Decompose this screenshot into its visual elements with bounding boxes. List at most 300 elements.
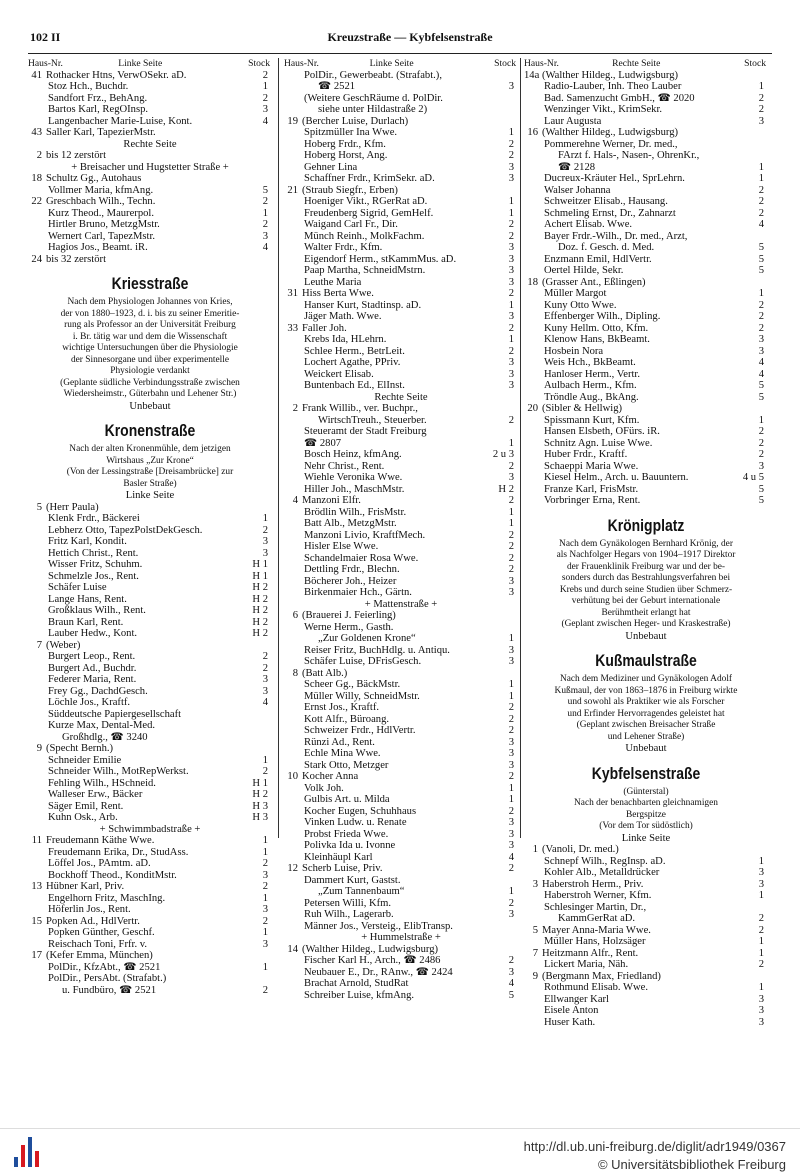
list-item [284,576,518,588]
note-line: und Erfinder Hervorragendes geleistet hat [567,708,725,719]
floor-number: 2 [262,858,268,869]
note-line: Unbebaut [625,630,667,642]
floor-number: 5 [758,380,764,391]
note-line: als Nachfolger Hegars von 1904–1917 Direktor [556,550,736,560]
list-item [284,426,518,438]
note-line: Nach der alten Kronenmühle, dem jetzigen [69,444,231,454]
list-item [524,484,768,496]
floor-number: 2 [758,437,764,449]
list-item [284,369,518,381]
resident-name: Braun Karl, Rent. [48,616,124,628]
resident-name: siehe unter Hildastraße 2) [318,104,428,115]
floor-number: 3 [508,380,514,391]
resident-name: Hiller Joh., MaschMstr. [304,483,405,495]
floor-number: 1 [262,961,268,973]
list-item [28,628,272,640]
resident-name: Kurze Max, Dental-Med. [48,720,156,731]
resident-name: Polivka Ida u. Ivonne [304,840,396,851]
list-item [524,890,768,902]
floor-number: 2 [262,524,268,536]
note-line: (Günterstal) [623,786,669,797]
floor-number: 1 [758,855,764,867]
house-number: 1 [532,844,538,855]
resident-name: Volk Joh. [304,782,344,794]
floor-number: H 2 [252,582,268,593]
list-item [28,582,272,594]
floor-number: 3 [758,1016,764,1028]
resident-name: Ellwanger Karl [544,993,610,1005]
resident-name: Ducreux-Kräuter Hel., SprLehrn. [544,173,685,184]
house-number: 41 [31,69,42,81]
floor-number: 3 [508,748,514,759]
floor-number: 2 [758,924,764,936]
floor-number: H 2 [252,616,268,628]
resident-name: Hisler Else Wwe. [304,541,379,552]
note-line: Linke Seite [621,832,671,844]
note-line: (Geplant zwischen Heger- und Kraskestraße) [561,619,731,629]
note-line: i. Br. tätig war und dem die Wissenschaft [72,331,228,342]
resident-name: Müller Margot [544,288,607,299]
resident-name: Bosch Heinz, kfmAng. [304,449,402,460]
list-item [28,870,272,882]
floor-number: 1 [758,161,764,173]
list-item [28,927,272,939]
floor-number: H 2 [252,605,268,616]
floor-number: 2 [262,984,268,996]
list-item [524,81,768,93]
floor-number: 4 [758,357,764,368]
resident-name: Schaffner Frdr., KrimSekr. aD. [304,173,435,184]
resident-name: Buntenbach Ed., ElInst. [304,380,405,391]
resident-name: Rünzi Ad., Rent. [304,736,375,748]
floor-number: 5 [758,495,764,506]
list-item [524,867,768,879]
floor-number: 1 [758,982,764,993]
list-item [28,173,272,185]
floor-number: 5 [758,265,764,276]
house-number: 15 [31,915,42,927]
floor-number: 2 [508,288,514,299]
resident-name: Spitzmüller Ina Wwe. [304,127,398,138]
resident-name: (Bergmann Max, Friedland) [542,970,661,982]
floor-number: 1 [508,679,514,690]
resident-name: WirtschTreuh., Steuerber. [318,414,427,426]
list-item [284,346,518,358]
floor-number: 4 [508,851,514,863]
resident-name: Schultz Gg., Autohaus [46,173,142,184]
column-header [524,58,768,70]
floor-number: 2 [758,207,764,219]
list-item [284,196,518,208]
resident-name: PolDir., KfzAbt., ☎ 2521 [48,961,161,973]
col-head-nr: Haus-Nr. [284,58,319,69]
house-number: 33 [287,322,298,334]
list-item [284,967,518,979]
floor-number: 3 [508,253,514,265]
floor-number: 1 [508,782,514,794]
list-item [28,219,272,231]
floor-number: 1 [262,846,268,858]
resident-name: Wernert Carl, TapezMstr. [48,230,156,242]
column-middle [284,58,518,1001]
resident-name: Fritz Karl, Kondit. [48,536,127,547]
resident-name: Pommerehne Werner, Dr. med., [544,138,678,150]
resident-name: „Zur Goldenen Krone“ [318,633,416,644]
floor-number: 1 [508,196,514,207]
house-number: 14a [524,69,540,81]
floor-number: 3 [508,81,514,92]
resident-name: Weis Hch., BkBeamt. [544,357,636,368]
floor-number: 3 [508,587,514,598]
resident-name: Gulbis Art. u. Milda [304,794,390,805]
resident-name: Fehling Wilh., HSchneid. [48,777,156,789]
note-line: Wiedersheimstr., Güterbahn und Lehener Str.) [63,389,237,399]
resident-name: Schäfer Luise [48,582,107,593]
col-head-side: Linke Seite [118,58,163,69]
resident-name: Brödlin Wilh., FrisMstr. [304,506,407,518]
list-item [28,881,272,893]
floor-number: 1 [508,633,514,644]
floor-number: 2 [758,426,764,437]
note-line: Physiologie verdankt [110,366,190,376]
list-item [284,714,518,726]
list-item [284,840,518,852]
resident-name: Böcherer Joh., Heizer [304,575,397,587]
resident-name: Scheer Gg., BäckMstr. [304,679,401,690]
house-number: 18 [527,276,538,288]
resident-name: Schweitzer Elisab., Hausang. [544,196,668,207]
note-line: + Mattenstraße + [364,598,438,610]
list-item [28,536,272,548]
list-item [28,904,272,916]
resident-name: Vorbringer Erna, Rent. [544,495,641,506]
list-item [284,93,518,105]
list-item [28,571,272,583]
resident-name: Rothacker Htns, VerwOSekr. aD. [46,69,187,81]
list-item [284,875,518,887]
resident-name: Müller Willy, SchneidMstr. [304,690,420,702]
note-line: + Breisacher und Hugstetter Straße + [71,161,229,173]
list-item [284,139,518,151]
floor-number: 2 [508,529,514,541]
resident-name: Bockhoff Theod., KonditMstr. [48,869,177,881]
resident-name: Wiehle Veronika Wwe. [304,472,403,483]
floor-number: 3 [508,311,514,322]
resident-name: Hanloser Herm., Vertr. [544,368,641,380]
list-item [284,300,518,312]
list-item [284,495,518,507]
list-item [284,737,518,749]
resident-name: Doz. f. Gesch. d. Med. [558,242,655,253]
resident-name: Saller Karl, TapezierMstr. [46,127,156,138]
list-item [284,978,518,990]
resident-name: Männer Jos., Versteig., ElibTransp. [304,920,453,932]
floor-number: 3 [508,242,514,253]
col-head-stock: Stock [494,58,516,69]
floor-number: 4 u 5 [742,472,764,483]
list-item [284,909,518,921]
floor-number: 3 [508,368,514,380]
floor-number: 2 [508,897,514,909]
house-number: 16 [527,127,538,138]
floor-number: 5 [758,483,764,495]
floor-number: 3 [508,656,514,667]
list-item [284,725,518,737]
resident-name: Walleser Erw., Bäcker [48,789,143,800]
list-item [284,357,518,369]
resident-name: Manzoni Elfr. [302,495,361,506]
resident-name: Bad. Samenzucht GmbH., ☎ 2020 [544,92,695,104]
floor-number: 1 [508,437,514,449]
list-item [284,415,518,427]
floor-number: 2 [758,959,764,970]
page-title: Kreuzstraße — Kybfelsenstraße [327,30,493,44]
list-item [28,640,272,652]
list-item [28,525,272,537]
list-item [524,392,768,404]
resident-name: Schlesinger Martin, Dr., [544,901,647,913]
resident-name: PolDir., PersAbt. (Strafabt.) [48,973,167,984]
resident-name: Schreiber Luise, kfmAng. [304,989,415,1001]
list-item [28,559,272,571]
list-item [284,507,518,519]
floor-number: 4 [508,978,514,989]
resident-name: Bayer Frdr.-Wilh., Dr. med., Arzt, [544,230,688,242]
floor-number: 2 [508,495,514,506]
floor-number: 1 [508,127,514,138]
floor-number: 4 [262,697,268,708]
list-item [28,185,272,197]
note-line: Nach dem Mediziner und Gynäkologen Adolf [559,674,733,684]
note-line: Nach der benachbarten gleichnamigen [574,798,718,808]
resident-name: Frey Gg., DachdGesch. [48,685,148,697]
floor-number: 3 [262,674,268,685]
floor-number: 3 [508,265,514,276]
list-item [284,679,518,691]
resident-name: Steueramt der Stadt Freiburg [304,426,427,437]
resident-name: (Walther Hildeg., Ludwigsburg) [542,127,679,138]
list-item [284,334,518,346]
floor-number: 2 [508,460,514,472]
floor-number: 3 [508,472,514,483]
list-item [28,116,272,128]
resident-name: Hoberg Frdr., Kfm. [304,138,386,150]
list-item [28,939,272,951]
list-item [284,702,518,714]
resident-name: Werne Herm., Gasth. [304,621,394,633]
resident-name: Spissmann Kurt, Kfm. [544,414,640,426]
floor-number: 2 [508,725,514,736]
floor-number: 1 [508,794,514,805]
list-item [524,231,768,243]
house-number: 13 [31,881,42,892]
resident-name: Höferlin Jos., Rent. [48,904,131,915]
column-divider [278,58,279,838]
floor-number: 1 [508,886,514,897]
list-item [28,847,272,859]
list-item [524,1017,768,1029]
list-item [524,150,768,162]
resident-name: Wenzinger Vikt., KrimSekr. [544,104,663,115]
resident-name: Vinken Ludw. u. Renate [304,817,407,828]
floor-number: 3 [508,966,514,978]
resident-name: Großklaus Wilh., Rent. [48,605,146,616]
column-right [524,58,768,1028]
floor-number: 1 [758,81,764,92]
resident-name: Krebs Ida, HLehrn. [304,334,387,345]
resident-name: Kleinhäupl Karl [304,851,373,863]
list-item [28,755,272,767]
resident-name: Eisele Anton [544,1005,599,1016]
floor-number: 1 [508,299,514,311]
resident-name: Schandelmaier Rosa Wwe. [304,552,419,564]
house-number: 5 [532,924,538,936]
floor-number: 2 [508,414,514,426]
floor-number: 2 [262,915,268,927]
list-item [524,265,768,277]
list-item [28,950,272,962]
note-line: der Frauenklinik Freiburg war und der be- [566,561,726,572]
floor-number: 3 [508,575,514,587]
floor-number: 2 [508,955,514,966]
floor-number: 3 [508,276,514,288]
floor-number: 1 [758,936,764,947]
resident-name: Stark Otto, Metzger [304,759,389,771]
resident-name: Frank Willib., ver. Buchpr., [302,403,418,414]
resident-name: Weickert Elisab. [304,368,374,380]
floor-number: 2 [508,541,514,552]
list-item [524,116,768,128]
list-item [284,438,518,450]
floor-number: 2 [758,184,764,196]
street-heading: Krönigplatz [607,515,685,535]
list-item [524,982,768,994]
list-item [284,668,518,680]
resident-name: Hettich Christ., Rent. [48,547,139,559]
resident-name: Leuthe Maria [304,276,362,288]
note-line: Nach dem Gynäkologen Bernhard Krönig, der [559,538,733,549]
resident-name: Laur Augusta [544,115,602,127]
resident-name: Scherb Luise, Priv. [302,863,383,874]
list-item [284,116,518,128]
floor-number: 2 [758,913,764,924]
resident-name: Probst Frieda Wwe. [304,828,389,840]
note-line: Basler Straße) [123,478,177,489]
list-item [284,518,518,530]
floor-number: 2 [508,150,514,161]
note-line: Rechte Seite [374,391,428,403]
resident-name: Säger Emil, Rent. [48,800,124,812]
floor-number: 2 [758,449,764,460]
list-item [284,173,518,185]
resident-name: (Weitere GeschRäume d. PolDir. [304,92,443,104]
floor-number: 3 [262,536,268,547]
floor-number: 2 [508,805,514,817]
floor-number: 2 [262,92,268,104]
floor-number: 1 [508,207,514,219]
house-number: 3 [532,878,538,890]
floor-number: 1 [262,892,268,904]
floor-number: 3 [508,357,514,368]
list-item [28,916,272,928]
floor-number: 2 [262,69,268,81]
floor-number: 2 [508,863,514,874]
list-item [28,789,272,801]
resident-name: Kurz Theod., Maurerpol. [48,207,155,219]
house-number: 7 [532,947,538,959]
resident-name: Wisser Fritz, Schuhm. [48,559,143,570]
list-item [524,196,768,208]
source-link[interactable]: http://dl.ub.uni-freiburg.de/diglit/adr1949/0367 [523,1139,786,1154]
resident-name: Schnitz Agn. Luise Wwe. [544,437,653,449]
list-item [284,162,518,174]
floor-number: H 3 [252,812,268,823]
floor-number: 3 [508,909,514,920]
house-number: 4 [292,495,298,506]
list-item [28,835,272,847]
floor-number: 5 [758,391,764,403]
resident-name: Oertel Hilde, Sekr. [544,265,624,276]
floor-number: H 1 [252,559,268,570]
list-item [28,150,272,162]
street-heading: Kußmaulstraße [595,651,697,670]
list-item [284,610,518,622]
resident-name: Schneider Emilie [48,754,122,766]
floor-number: 1 [262,513,268,524]
list-item [284,208,518,220]
list-item [28,962,272,974]
floor-number: 5 [508,989,514,1001]
house-number: 19 [287,115,298,127]
resident-name: Neubauer E., Dr., RAnw., ☎ 2424 [304,966,453,978]
list-item [284,553,518,565]
house-number: 9 [36,743,42,754]
floor-number: 3 [262,104,268,115]
list-item [524,495,768,507]
resident-name: u. Fundbüro, ☎ 2521 [62,984,157,996]
note-line: Nach dem Physiologen Johannes von Kries, [67,297,233,307]
list-item [524,300,768,312]
house-number: 2 [36,150,42,161]
list-item [524,1005,768,1017]
floor-number: 3 [508,817,514,828]
resident-name: (Vanoli, Dr. med.) [542,844,619,855]
resident-name: Sandfort Frz., BehAng. [48,92,148,104]
list-item [524,93,768,105]
resident-name: Haberstroh Herm., Priv. [542,878,644,890]
column-divider [520,58,521,838]
floor-number: 1 [262,754,268,766]
resident-name: Hagios Jos., Beamt. iR. [48,242,148,253]
col-head-side: Linke Seite [369,58,414,69]
resident-name: Schnepf Wilh., RegInsp. aD. [544,855,666,867]
resident-name: Paap Martha, SchneidMstrn. [304,265,426,276]
list-item [284,886,518,898]
list-item [284,242,518,254]
floor-number: 1 [758,288,764,299]
resident-name: (Bercher Luise, Durlach) [302,115,409,127]
footer-bar [0,1128,800,1174]
resident-name: Lauber Hedw., Kont. [48,628,138,639]
floor-number: 3 [262,904,268,915]
col-head-nr: Haus-Nr. [524,58,559,69]
list-item [284,311,518,323]
floor-number: 4 [758,219,764,230]
list-item [284,81,518,93]
resident-name: Vollmer Maria, kfmAng. [48,184,154,196]
note-line: der Sinnesorgane und über experimentelle [70,354,230,365]
list-item [524,844,768,856]
